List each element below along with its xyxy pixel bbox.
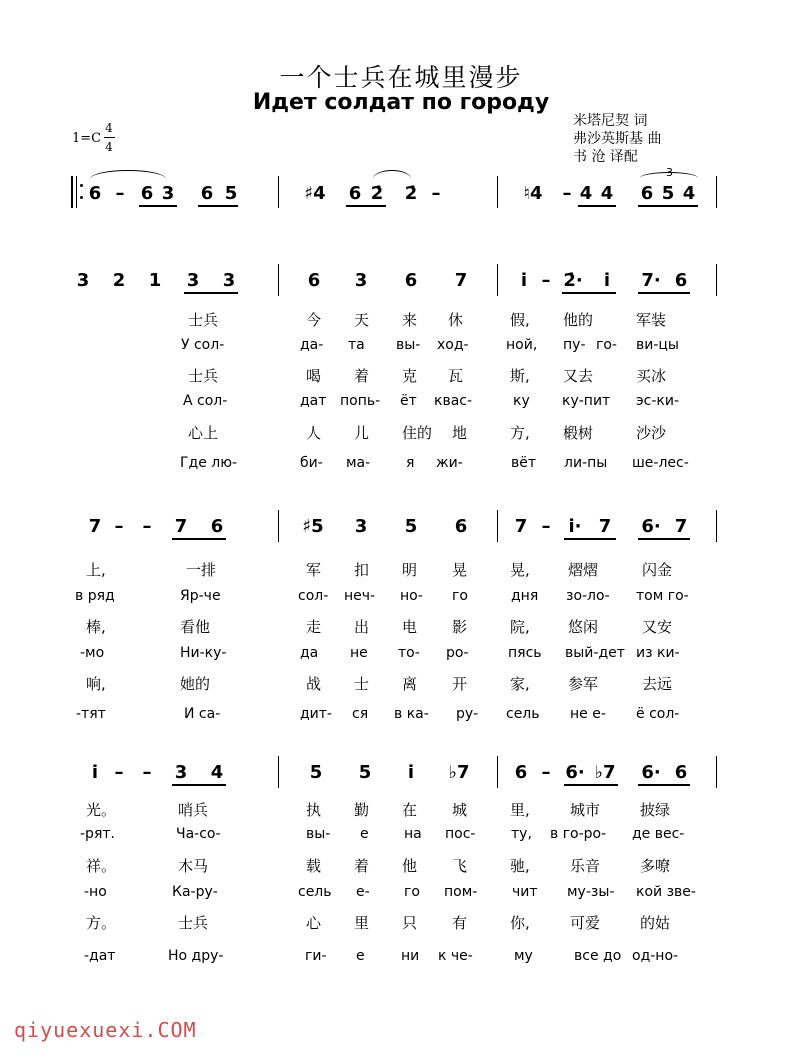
lyric: 离 [402,675,418,693]
lyric: вёт [511,455,537,471]
lyric: 上, [86,561,106,579]
note-dotted-high: 2̇· [563,270,583,291]
lyric: 电 [402,618,418,636]
note: 6 [88,183,102,204]
lyric: -тят [76,706,106,722]
lyric: е [360,826,369,842]
lyric: 买冰 [636,367,667,385]
lyric: 儿 [354,424,370,442]
lyric: е [356,948,365,964]
lyric: сол- [298,588,329,604]
translator-credit: 书 沧 译配 [573,149,638,165]
note-dotted: 6· [641,516,661,537]
lyric: ход- [437,337,469,353]
barline [278,510,279,542]
lyric: 晃 [452,561,468,579]
lyric: жи- [436,455,463,471]
dash: – [431,183,441,204]
note: 5 [224,183,238,204]
lyric: Ка-ру- [172,884,218,900]
lyric: неч- [344,588,376,604]
note: 4 [210,762,224,783]
note-high: i̇ [603,270,611,291]
lyric: ги- [305,948,327,964]
lyric: 家, [510,675,530,693]
repeat-dot [80,196,83,199]
eighth-underline [638,538,690,540]
dash: – [115,183,125,204]
page-title-russian: Идет солдат по городу [252,90,550,115]
tie-arc [373,170,411,179]
lyric: 今 [306,311,322,329]
lyric: 的姑 [640,914,671,932]
note: 6 [200,183,214,204]
barline [497,176,498,208]
lyric: Яр-че [180,588,221,604]
lyric: 去远 [642,675,673,693]
note: 5 [358,762,372,783]
note: 4 [579,183,593,204]
lyric: 勤 [354,801,370,819]
lyric: 乐音 [570,857,601,875]
lyric: 又去 [563,367,594,385]
lyric: пясь [508,645,542,661]
lyric: та [348,337,365,353]
note: 1 [148,270,162,291]
lyric: ёт [400,393,417,409]
lyric: все до [574,948,622,964]
lyric: му-зы- [567,884,615,900]
lyric: 只 [402,914,418,932]
lyric: 战 [306,675,322,693]
time-signature-top: 4 [105,121,113,135]
lyric: вы- [306,826,331,842]
note: 5 [309,762,323,783]
note: 6 [348,183,362,204]
lyric: 城市 [570,801,601,819]
note: 7 [174,516,188,537]
lyric: 心上 [188,424,219,442]
time-signature-line [104,137,115,138]
lyric: сель [298,884,332,900]
lyric: -мо [80,645,105,661]
lyric: 看他 [180,618,211,636]
lyric: не е- [570,706,606,722]
note: 6 [210,516,224,537]
lyric: в го-ро- [550,826,607,842]
dash: – [541,270,551,291]
lyric: 着 [354,367,370,385]
lyric: 士兵 [188,311,219,329]
barline [497,510,498,542]
repeat-bar-thick [71,176,73,208]
lyric: 熠熠 [568,561,599,579]
lyric: 士 [354,675,370,693]
lyric: ви-цы [636,337,679,353]
dash: – [114,762,124,783]
note-high: i̇ [407,762,415,783]
lyric: У сол- [181,337,225,353]
eighth-underline [564,784,618,786]
note: 2 [112,270,126,291]
lyric: квас- [434,393,473,409]
lyric: 天 [354,311,370,329]
lyric: е- [356,884,370,900]
lyric: ли-пы [564,455,608,471]
eighth-underline [198,205,238,207]
note: 3 [354,270,368,291]
lyric: том го- [636,588,689,604]
tie-arc [90,170,166,179]
lyric: 飞 [452,857,468,875]
barline [278,264,279,296]
lyric: пос- [445,826,476,842]
note: 3 [174,762,188,783]
lyric: 开 [452,675,468,693]
note: 4 [682,183,696,204]
lyric: ку [513,393,530,409]
lyric: 光。 [86,801,117,819]
lyric: 方。 [86,914,117,932]
eighth-underline [638,784,690,786]
lyric: 军 [306,561,322,579]
lyric: да- [300,337,324,353]
lyric: Ча-со- [176,826,221,842]
note-sharp: ♯4 [304,183,326,204]
note-dotted-high: i̇· [568,516,582,537]
lyric: к че- [438,948,473,964]
note: 7 [674,516,688,537]
lyric: ше-лес- [632,455,689,471]
lyric: дат [300,393,327,409]
lyric: 他的 [563,311,594,329]
note: 7 [88,516,102,537]
lyric: 斯, [510,367,530,385]
eighth-underline [562,292,616,294]
lyric: 沙沙 [636,424,667,442]
lyric: пом- [444,884,478,900]
lyric: 扣 [354,561,370,579]
lyric: 她的 [180,675,211,693]
eighth-underline [172,538,226,540]
lyric: кой зве- [636,884,696,900]
lyric: дня [511,588,539,604]
note-natural: ♮4 [523,183,543,204]
lyric: 来 [402,311,418,329]
note: 5 [661,183,675,204]
barline [278,176,279,208]
lyric: 可爱 [570,914,601,932]
eighth-underline [638,292,690,294]
lyric: од-но- [632,948,679,964]
lyric: в ка- [394,706,429,722]
eighth-underline [638,205,698,207]
lyric: ся [352,706,369,722]
note: 4 [600,183,614,204]
barline [497,756,498,788]
lyric: 参军 [568,675,599,693]
note-flat: ♭7 [594,762,616,783]
lyric: И са- [184,706,221,722]
lyric: 棒, [86,618,106,636]
repeat-dot [80,184,83,187]
lyric: А сол- [183,393,228,409]
lyric: Ни-ку- [180,645,227,661]
note: 7 [514,516,528,537]
note: 5 [404,516,418,537]
lyric: вый-дет [565,645,625,661]
time-signature-bottom: 4 [105,140,113,154]
lyric: -дат [84,948,116,964]
lyric: 克 [402,367,418,385]
lyric: 披绿 [640,801,671,819]
lyric: 木马 [178,857,209,875]
dash: – [142,762,152,783]
lyric: 响, [86,675,106,693]
lyric: 多嘹 [640,857,671,875]
lyric: дит- [300,706,332,722]
note-high: 2̇ [404,183,418,204]
lyric: не [350,645,368,661]
note: 3 [161,183,175,204]
note: 6 [140,183,154,204]
barline [716,176,717,208]
note: 6 [514,762,528,783]
lyric: 哨兵 [178,801,209,819]
barline [716,756,717,788]
note-dotted: 6· [641,762,661,783]
lyric: чит [512,884,538,900]
lyric: 方, [510,424,530,442]
dash: – [114,516,124,537]
note: 6 [674,762,688,783]
lyric: 执 [306,801,322,819]
note-high: i̇ [91,762,99,783]
lyric: ру- [456,706,479,722]
page-title-chinese: 一个士兵在城里漫步 [279,63,523,92]
barline [497,264,498,296]
dash: – [541,516,551,537]
triplet-bracket [640,172,698,178]
eighth-underline [184,292,238,294]
lyric: 你, [510,914,530,932]
lyric: би- [300,455,323,471]
barline [278,756,279,788]
note: 6 [454,516,468,537]
lyric: сель [506,706,540,722]
lyric: го [404,884,420,900]
lyric: 地 [452,424,468,442]
lyric: 心 [306,914,322,932]
lyric: 影 [452,618,468,636]
dash: – [541,762,551,783]
lyric: ё сол- [636,706,680,722]
lyric: 有 [452,914,468,932]
lyric: 在 [402,801,418,819]
barline [716,510,717,542]
composer-credit: 弗沙英斯基 曲 [573,131,662,147]
note: 3 [186,270,200,291]
note-flat: ♭7 [448,762,470,783]
lyric: 悠闲 [568,618,599,636]
triplet-mark: 3 [666,166,673,179]
lyric: 里 [354,914,370,932]
eighth-underline [172,784,226,786]
lyric: 闪金 [642,561,673,579]
lyric: ма- [346,455,371,471]
note-dotted: 6· [565,762,585,783]
lyric: 里, [510,801,530,819]
lyric: ной, [506,337,538,353]
note-high: 2̇ [370,183,384,204]
lyricist-credit: 米塔尼契 词 [573,113,648,129]
lyric: зо-ло- [566,588,610,604]
lyric: 又安 [642,618,673,636]
lyric: ту, [511,826,532,842]
lyric: 院, [510,618,530,636]
note: 6 [640,183,654,204]
lyric: ро- [446,645,469,661]
lyric: из ки- [636,645,680,661]
lyric: 祥。 [86,857,117,875]
lyric: 出 [354,618,370,636]
repeat-bar-thin [76,176,77,208]
note-dotted: 7· [641,270,661,291]
eighth-underline [564,538,616,540]
watermark: qiyuexuexi.COM [14,1018,197,1042]
lyric: 走 [306,618,322,636]
eighth-underline [578,205,616,207]
lyric: ку-пит [562,393,611,409]
lyric: -рят. [80,826,115,842]
lyric: то- [398,645,420,661]
lyric: му [514,948,533,964]
lyric: 军装 [636,311,667,329]
note: 3 [354,516,368,537]
lyric: 晃, [510,561,530,579]
eighth-underline [139,205,177,207]
lyric: 一排 [186,561,217,579]
lyric: 他 [402,857,418,875]
lyric: 士兵 [188,367,219,385]
eighth-underline [346,205,386,207]
lyric: 着 [354,857,370,875]
lyric: ни [401,948,420,964]
barline [716,264,717,296]
note: 6 [404,270,418,291]
note: 3 [222,270,236,291]
note: 7 [454,270,468,291]
lyric: де вес- [632,826,685,842]
lyric: 喝 [306,367,322,385]
lyric: я [406,455,415,471]
key-signature: 1=C [72,131,102,146]
lyric: Но дру- [168,948,224,964]
lyric: 假, [510,311,530,329]
lyric: 椴树 [563,424,594,442]
note: 6 [307,270,321,291]
lyric: в ряд [75,588,115,604]
lyric: 人 [306,424,322,442]
lyric: да [300,645,319,661]
lyric: 明 [402,561,418,579]
lyric: го- [596,337,617,353]
lyric: Где лю- [180,455,238,471]
note: 3 [76,270,90,291]
lyric: на [404,826,422,842]
lyric: -но [84,884,107,900]
lyric: попь- [340,393,381,409]
lyric: 休 [448,311,464,329]
note-sharp: ♯5 [302,516,324,537]
lyric: 驰, [510,857,530,875]
lyric: вы- [396,337,421,353]
lyric: пу- [563,337,586,353]
lyric: 城 [452,801,468,819]
lyric: 载 [306,857,322,875]
lyric: но- [400,588,423,604]
note-high: i̇ [520,270,528,291]
lyric: 瓦 [448,367,464,385]
lyric: эс-ки- [636,393,680,409]
lyric: 住的 [402,424,433,442]
note: 6 [674,270,688,291]
dash: – [562,183,572,204]
dash: – [142,516,152,537]
lyric: го [452,588,468,604]
note: 7 [598,516,612,537]
lyric: 士兵 [178,914,209,932]
